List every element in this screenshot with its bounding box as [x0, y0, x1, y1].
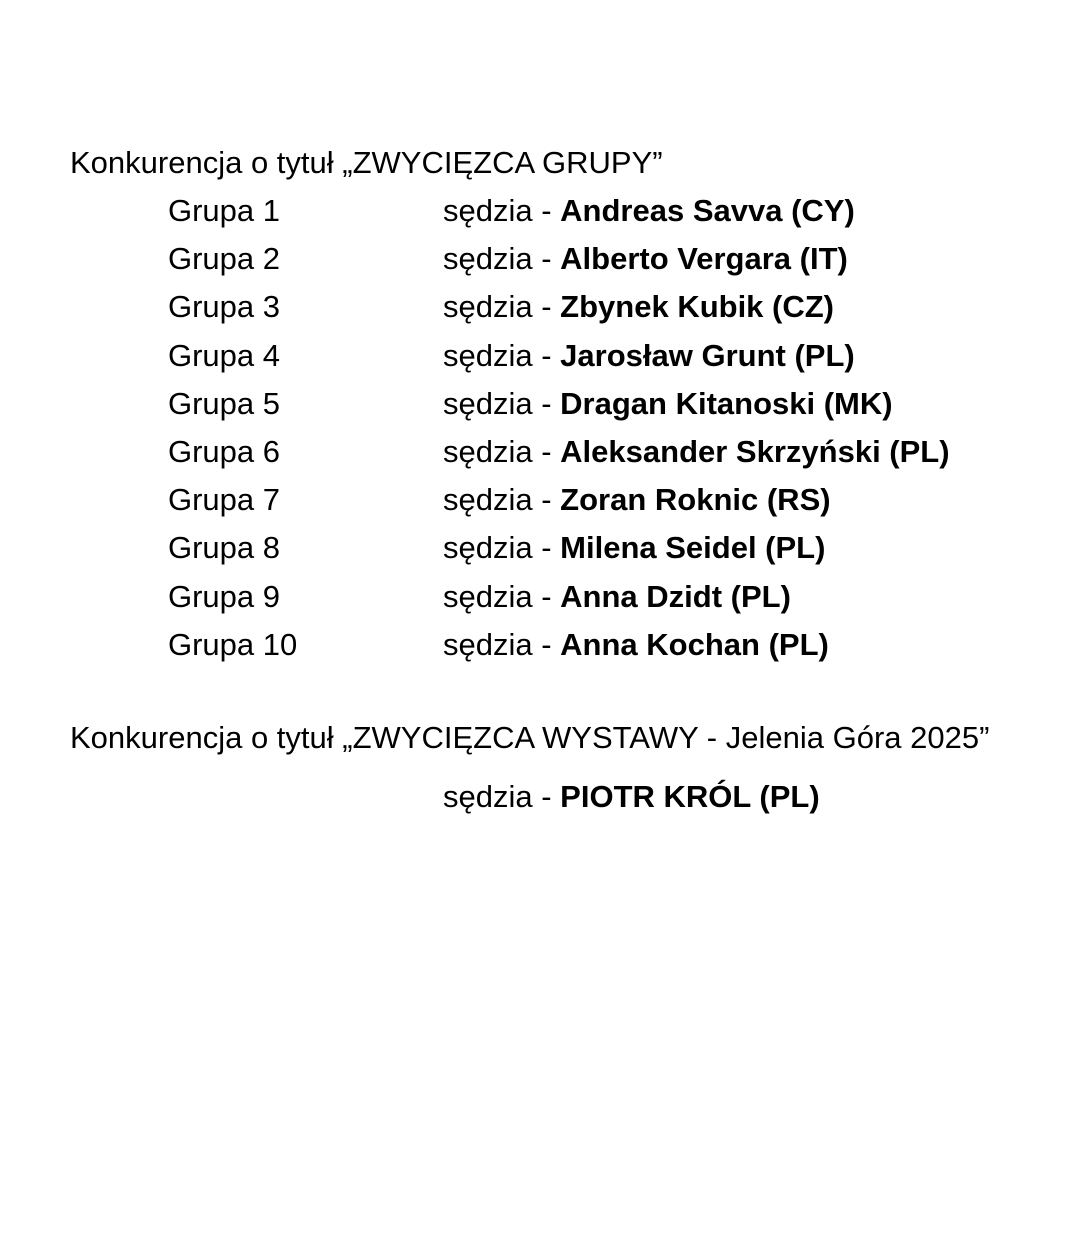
group-row — [0, 530, 1080, 578]
judge-prefix: sędzia - — [443, 578, 561, 614]
judge-prefix: sędzia - — [443, 289, 561, 325]
judge-entry — [443, 627, 829, 663]
group-row — [0, 289, 1080, 337]
judge-prefix: sędzia - — [443, 779, 561, 814]
judge-entry — [443, 386, 893, 422]
group-label: Grupa 9 — [168, 578, 281, 614]
group-label: Grupa 4 — [168, 337, 281, 373]
judge-prefix: sędzia - — [443, 385, 561, 421]
group-row — [0, 386, 1080, 434]
judge-entry — [443, 241, 848, 277]
group-label: Grupa 8 — [168, 530, 281, 566]
group-row — [0, 482, 1080, 530]
judge-prefix: sędzia - — [443, 241, 561, 277]
group-row — [0, 627, 1080, 675]
group-label: Grupa 2 — [168, 241, 281, 277]
judge-name: Andreas Savva (CY) — [560, 193, 855, 228]
judge-prefix: sędzia - — [443, 482, 561, 518]
group-judges-list — [0, 193, 1080, 675]
group-row — [0, 193, 1080, 241]
judge-entry — [443, 193, 855, 229]
judge-name: Anna Dzidt (PL) — [560, 578, 791, 614]
judge-prefix: sędzia - — [443, 530, 561, 566]
judge-prefix: sędzia - — [443, 626, 561, 662]
judge-name: Jarosław Grunt (PL) — [560, 337, 855, 373]
group-row — [0, 579, 1080, 627]
judge-prefix: sędzia - — [443, 337, 561, 373]
group-label: Grupa 7 — [168, 482, 281, 518]
judge-entry — [443, 579, 791, 615]
judge-name: Aleksander Skrzyński (PL) — [560, 433, 950, 469]
group-row — [0, 241, 1080, 289]
group-label: Grupa 10 — [168, 626, 298, 662]
group-label: Grupa 3 — [168, 289, 281, 325]
show-judge-entry — [443, 779, 820, 815]
judge-name: Dragan Kitanoski (MK) — [560, 385, 893, 421]
judge-entry — [443, 434, 950, 470]
group-label: Grupa 6 — [168, 433, 281, 469]
judge-name: Milena Seidel (PL) — [560, 530, 826, 566]
judge-entry — [443, 482, 831, 518]
judge-prefix: sędzia - — [443, 433, 561, 469]
judge-entry — [443, 338, 855, 374]
judge-name: Anna Kochan (PL) — [560, 626, 829, 662]
group-label: Grupa 1 — [168, 193, 281, 228]
judge-name: Alberto Vergara (IT) — [560, 241, 848, 277]
group-row — [0, 338, 1080, 386]
judge-entry — [443, 289, 834, 325]
judge-name: Zoran Roknic (RS) — [560, 482, 831, 518]
show-competition-heading: Konkurencja o tytuł „ZWYCIĘZCA WYSTAWY - Jelenia Góra 2025” — [70, 720, 990, 755]
judge-name: Zbynek Kubik (CZ) — [560, 289, 835, 325]
group-row — [0, 434, 1080, 482]
judge-entry — [443, 530, 825, 566]
group-label: Grupa 5 — [168, 385, 281, 421]
group-competition-heading: Konkurencja o tytuł „ZWYCIĘZCA GRUPY” — [70, 145, 663, 180]
show-judge-name: PIOTR KRÓL (PL) — [560, 779, 820, 814]
judge-prefix: sędzia - — [443, 193, 561, 228]
